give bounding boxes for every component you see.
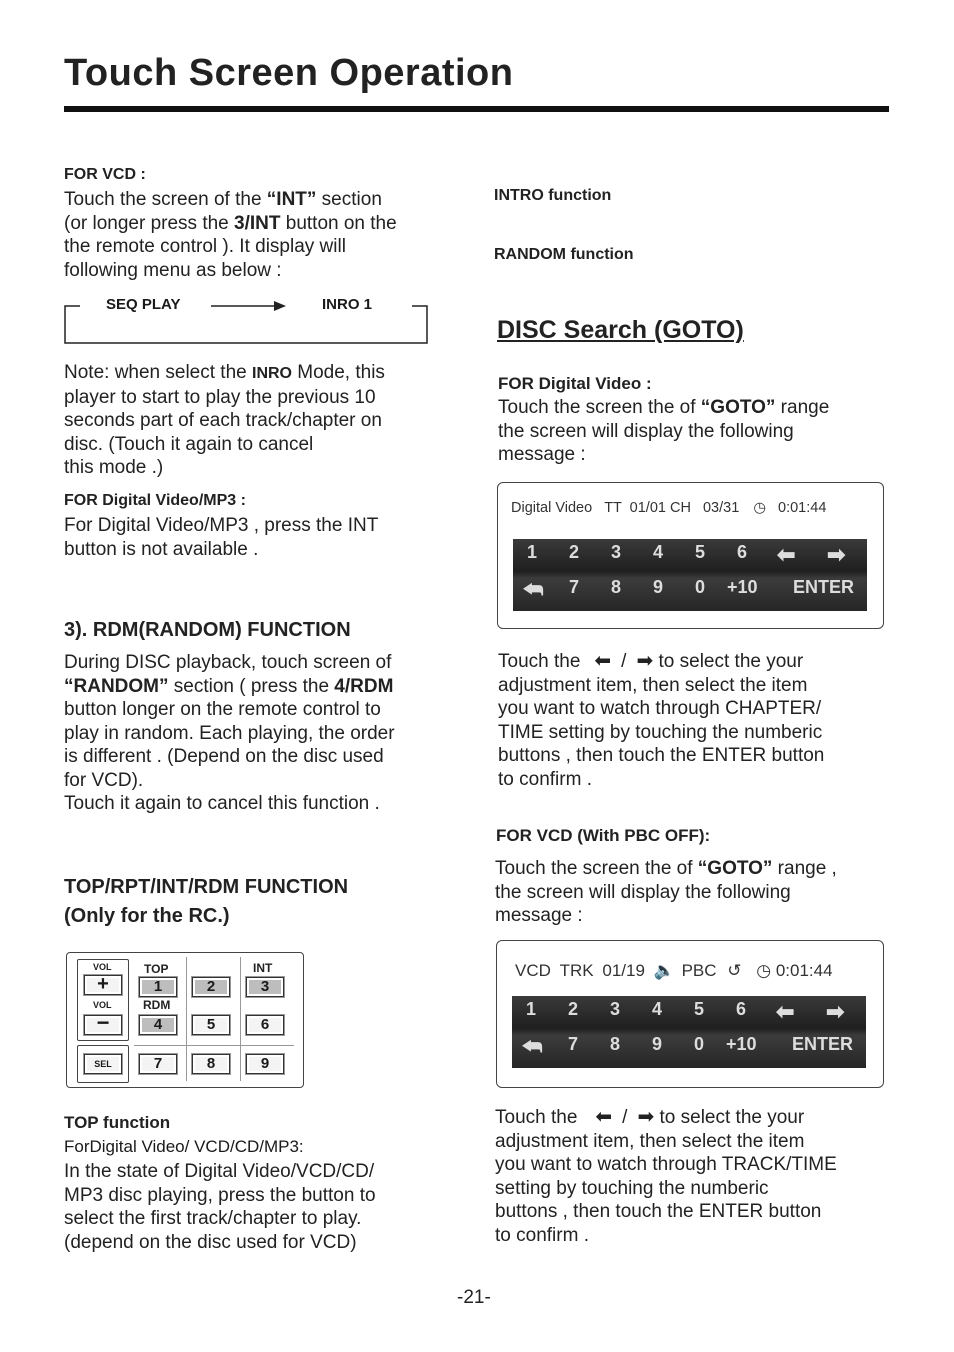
vcd-text: Touch the screen the of “GOTO” range , the screen will display the following message :: [495, 858, 837, 926]
dv-key-9[interactable]: 9: [653, 577, 664, 597]
vcd-time: 0:01:44: [775, 961, 833, 980]
right-arrow-icon[interactable]: ➡: [827, 542, 846, 567]
key-9-button[interactable]: 9: [246, 1054, 284, 1074]
key-3-button[interactable]: 3: [246, 977, 284, 997]
vcd-key-6[interactable]: 6: [736, 999, 747, 1019]
remote-control-illustration: [66, 952, 304, 1088]
dv-enter-button[interactable]: ENTER: [793, 577, 855, 597]
for-vcd-label: FOR VCD :: [64, 166, 146, 183]
dv-key-2[interactable]: 2: [569, 542, 580, 562]
clock-icon: ◷: [753, 500, 766, 516]
vcd-trk: TRK: [559, 961, 594, 980]
vcd-key-4[interactable]: 4: [652, 999, 663, 1019]
for-vcd-text: Touch the screen of the “INT” section (or longer press the 3/INT button on the the remote control ). It display will following menu as below :: [64, 189, 397, 281]
left-arrow-icon: ⬅: [594, 650, 612, 672]
dv-tt-value: 01/01: [629, 500, 666, 516]
key-2-button[interactable]: 2: [192, 977, 230, 997]
vol-bottom-label: VOL: [93, 1000, 112, 1010]
vcd-key-9[interactable]: 9: [652, 1034, 663, 1054]
for-dv-mp3-label: FOR Digital Video/MP3 :: [64, 492, 246, 509]
int-label: INT: [253, 961, 273, 975]
page-number: -21-: [457, 1287, 491, 1308]
vcd-type: VCD: [515, 961, 551, 980]
page-title: Touch Screen Operation: [64, 52, 514, 94]
repeat-icon: ↺: [727, 961, 742, 980]
random-function-label: RANDOM function: [494, 246, 634, 263]
sel-button[interactable]: SEL: [84, 1054, 122, 1074]
vcd-keypad: [512, 996, 866, 1068]
vcd-key-8[interactable]: 8: [610, 1034, 621, 1054]
for-dv-mp3-text: For Digital Video/MP3 , press the INT button is not available .: [64, 515, 379, 560]
dv-status-bar: [511, 500, 826, 516]
dv-tt: TT: [604, 500, 622, 516]
vcd-trk-value: 01/19: [602, 961, 645, 980]
note-text: Note: when select the INRO Mode, this player to start to play the previous 10 seconds part of each track/chapter on disc. (Touch it again to cancel this mode .): [64, 362, 385, 478]
vol-up-button[interactable]: +: [84, 975, 122, 995]
top-function-sub: ForDigital Video/ VCD/CD/MP3:: [64, 1137, 304, 1156]
vcd-key-3[interactable]: 3: [610, 999, 621, 1019]
dv-time: 0:01:44: [778, 500, 827, 516]
dv-goto-screen: [497, 482, 884, 629]
left-arrow-icon[interactable]: ⬅: [777, 542, 796, 567]
dv-keypad: [513, 539, 867, 611]
speaker-icon: 🔈: [653, 961, 675, 980]
rdm-text: During DISC playback, touch screen of “RANDOM” section ( press the 4/RDM button longer on the remote control to play in random. Each playing, the order is different . (Depend on the disc used for VCD). Touch it again to cancel this function .: [64, 652, 395, 814]
top-label: TOP: [144, 962, 169, 976]
dv-key-6[interactable]: 6: [737, 542, 748, 562]
dv-ch-value: 03/31: [702, 500, 740, 516]
key-8-button[interactable]: 8: [192, 1054, 230, 1074]
key-6-button[interactable]: 6: [246, 1015, 284, 1035]
left-arrow-icon[interactable]: ⬅: [776, 999, 795, 1024]
vcd-enter-button[interactable]: ENTER: [792, 1034, 854, 1054]
vol-top-label: VOL: [93, 962, 112, 972]
vcd-key-1[interactable]: 1: [526, 999, 537, 1019]
vol-down-button[interactable]: −: [84, 1015, 122, 1035]
key-1-button[interactable]: 1: [139, 977, 177, 997]
dv-ch: CH: [670, 500, 691, 516]
return-icon[interactable]: ⮪: [523, 577, 544, 602]
vcd-key-7[interactable]: 7: [568, 1034, 579, 1054]
left-arrow-icon: ⬅: [595, 1106, 613, 1128]
flow-arrow-icon: [274, 301, 286, 311]
rc-heading-2: (Only for the RC.): [64, 905, 230, 927]
dv-touch-text: Touch the ⬅ / ➡ to select the your adjustment item, then select the item you want to watch through CHAPTER/ TIME setting by touching the numberic buttons , then touch the ENTER button to confirm .: [498, 650, 825, 790]
dv-key-3[interactable]: 3: [611, 542, 622, 562]
rc-heading-1: TOP/RPT/INT/RDM FUNCTION: [64, 876, 349, 898]
vcd-key-plus10[interactable]: +10: [726, 1034, 757, 1054]
flow-inro: INRO 1: [322, 296, 373, 313]
intro-function-label: INTRO function: [494, 187, 612, 204]
disc-search-heading: DISC Search (GOTO): [497, 316, 744, 344]
return-icon[interactable]: ⮪: [522, 1034, 543, 1059]
vcd-label: FOR VCD (With PBC OFF):: [496, 826, 711, 845]
dv-key-4[interactable]: 4: [653, 542, 664, 562]
clock-icon: ◷: [756, 961, 772, 980]
dv-type: Digital Video: [511, 500, 593, 516]
dv-key-plus10[interactable]: +10: [727, 577, 758, 597]
vcd-status-bar: [515, 961, 833, 981]
vcd-key-5[interactable]: 5: [694, 999, 705, 1019]
dv-key-5[interactable]: 5: [695, 542, 706, 562]
vcd-goto-screen: [496, 940, 884, 1088]
right-arrow-icon[interactable]: ➡: [826, 999, 845, 1024]
title-rule: [64, 106, 889, 112]
vcd-key-0[interactable]: 0: [694, 1034, 705, 1054]
vcd-key-2[interactable]: 2: [568, 999, 579, 1019]
dv-key-8[interactable]: 8: [611, 577, 622, 597]
flow-seq-play: SEQ PLAY: [106, 296, 181, 313]
dv-text: Touch the screen the of “GOTO” range the screen will display the following message :: [498, 397, 830, 465]
right-arrow-icon: ➡: [637, 1106, 655, 1128]
vcd-touch-text: Touch the ⬅ / ➡ to select the your adjustment item, then select the item you want to watch through TRACK/TIME setting by touching the numberic buttons , then touch the ENTER button to confirm .: [495, 1106, 837, 1246]
rdm-heading: 3). RDM(RANDOM) FUNCTION: [64, 619, 351, 641]
key-7-button[interactable]: 7: [139, 1054, 177, 1074]
vcd-pbc: PBC: [681, 961, 717, 980]
rdm-label: RDM: [143, 998, 171, 1012]
dv-key-7[interactable]: 7: [569, 577, 580, 597]
dv-key-1[interactable]: 1: [527, 542, 538, 562]
top-function-text: In the state of Digital Video/VCD/CD/ MP3 disc playing, press the button to select the first track/chapter to play. (depend on the disc used for VCD): [64, 1161, 376, 1253]
dv-key-0[interactable]: 0: [695, 577, 706, 597]
intro-flow-diagram: [64, 296, 429, 344]
key-4-button[interactable]: 4: [139, 1015, 177, 1035]
right-arrow-icon: ➡: [636, 650, 654, 672]
dv-label: FOR Digital Video :: [498, 374, 652, 393]
key-5-button[interactable]: 5: [192, 1015, 230, 1035]
top-function-label: TOP function: [64, 1113, 171, 1132]
